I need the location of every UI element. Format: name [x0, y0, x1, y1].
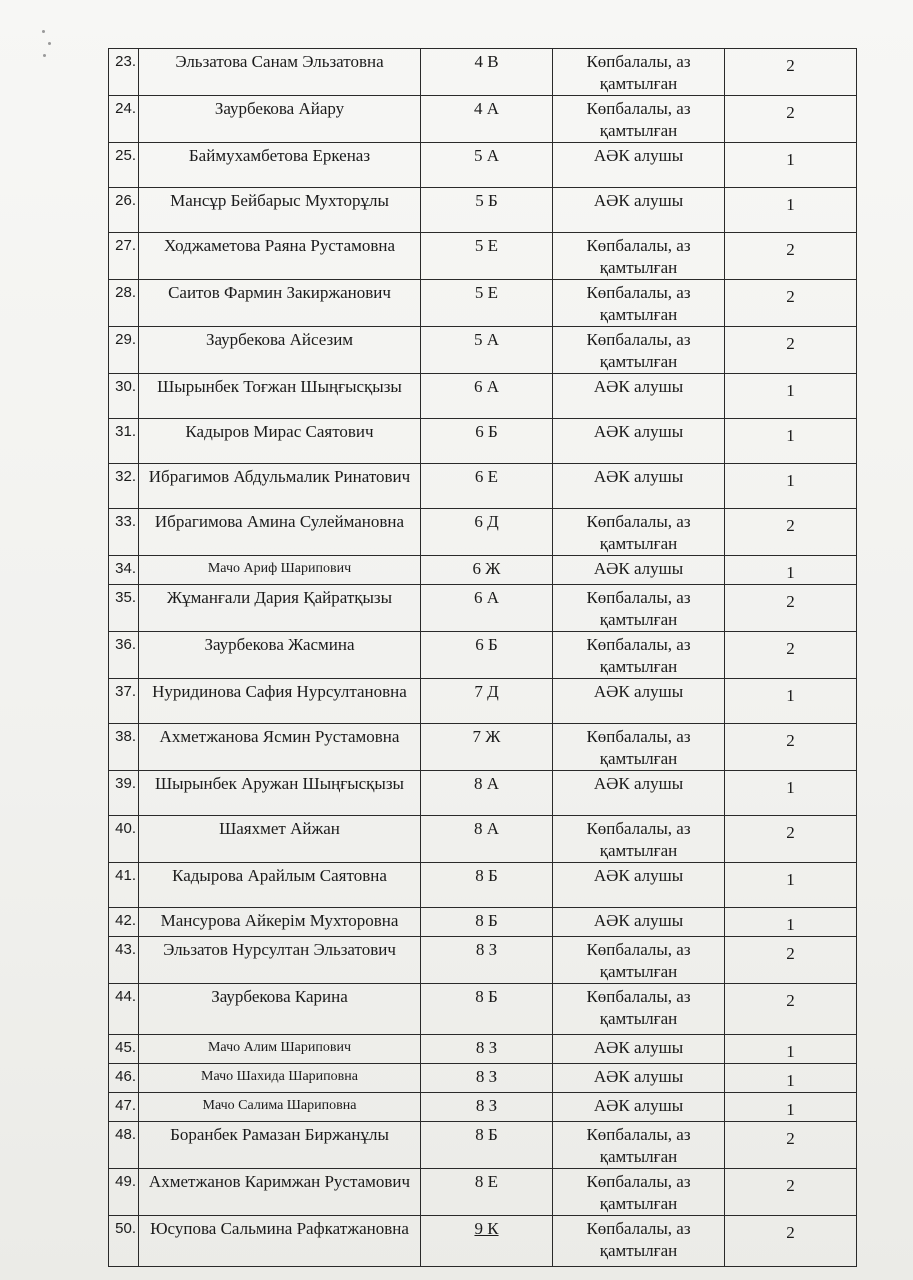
table-row — [109, 509, 857, 556]
row-number: 50. — [109, 1216, 139, 1267]
table-row — [109, 724, 857, 771]
student-name: Кадыров Мирас Саятович — [139, 419, 421, 464]
category-cell: Көпбалалы, аз қамтылған — [553, 1169, 725, 1216]
table-row — [109, 1093, 857, 1122]
table-row — [109, 1169, 857, 1216]
table-row — [109, 679, 857, 724]
table-row — [109, 632, 857, 679]
count-cell: 2 — [725, 632, 857, 679]
class-cell: 8 З — [421, 1093, 553, 1122]
category-cell: АӘК алушы — [553, 556, 725, 585]
student-name: Боранбек Рамазан Биржанұлы — [139, 1122, 421, 1169]
student-name: Мачо Алим Шарипович — [139, 1035, 421, 1064]
class-cell: 4 А — [421, 96, 553, 143]
table-row — [109, 585, 857, 632]
count-cell: 1 — [725, 1093, 857, 1122]
category-cell: АӘК алушы — [553, 679, 725, 724]
category-cell: АӘК алушы — [553, 1035, 725, 1064]
student-name: Эльзатов Нурсултан Эльзатович — [139, 937, 421, 984]
count-cell: 2 — [725, 96, 857, 143]
row-number: 36. — [109, 632, 139, 679]
class-cell: 5 Е — [421, 280, 553, 327]
class-cell: 6 А — [421, 585, 553, 632]
student-name: Заурбекова Айсезим — [139, 327, 421, 374]
student-name: Ходжаметова Раяна Рустамовна — [139, 233, 421, 280]
student-name: Мачо Ариф Шарипович — [139, 556, 421, 585]
row-number: 48. — [109, 1122, 139, 1169]
category-cell: Көпбалалы, аз қамтылған — [553, 816, 725, 863]
student-name: Мансұр Бейбарыс Мухторұлы — [139, 188, 421, 233]
student-name: Шырынбек Тоғжан Шыңғысқызы — [139, 374, 421, 419]
student-name: Шырынбек Аружан Шыңғысқызы — [139, 771, 421, 816]
count-cell: 2 — [725, 280, 857, 327]
count-cell: 1 — [725, 771, 857, 816]
row-number: 23. — [109, 49, 139, 96]
table-row — [109, 188, 857, 233]
count-cell: 1 — [725, 1035, 857, 1064]
row-number: 43. — [109, 937, 139, 984]
table-row — [109, 280, 857, 327]
row-number: 29. — [109, 327, 139, 374]
class-cell: 8 З — [421, 1035, 553, 1064]
row-number: 28. — [109, 280, 139, 327]
count-cell: 2 — [725, 1122, 857, 1169]
class-cell: 4 В — [421, 49, 553, 96]
student-name: Ибрагимова Амина Сулеймановна — [139, 509, 421, 556]
row-number: 30. — [109, 374, 139, 419]
category-cell: Көпбалалы, аз қамтылған — [553, 327, 725, 374]
category-cell: Көпбалалы, аз қамтылған — [553, 509, 725, 556]
students-table — [108, 48, 857, 1267]
paper-specks — [40, 30, 52, 60]
count-cell: 2 — [725, 984, 857, 1035]
table-row — [109, 143, 857, 188]
category-cell: АӘК алушы — [553, 1093, 725, 1122]
student-name: Мачо Салима Шариповна — [139, 1093, 421, 1122]
category-cell: Көпбалалы, аз қамтылған — [553, 937, 725, 984]
category-cell: Көпбалалы, аз қамтылған — [553, 1216, 725, 1267]
table-row — [109, 1122, 857, 1169]
class-cell: 6 Б — [421, 419, 553, 464]
student-name: Юсупова Сальмина Рафкатжановна — [139, 1216, 421, 1267]
class-cell: 9 К — [421, 1216, 553, 1267]
count-cell: 2 — [725, 1169, 857, 1216]
class-cell: 6 Ж — [421, 556, 553, 585]
table-row — [109, 464, 857, 509]
class-cell: 8 Б — [421, 984, 553, 1035]
row-number: 44. — [109, 984, 139, 1035]
class-cell: 8 З — [421, 1064, 553, 1093]
student-name: Кадырова Арайлым Саятовна — [139, 863, 421, 908]
count-cell: 1 — [725, 1064, 857, 1093]
row-number: 32. — [109, 464, 139, 509]
table-row — [109, 96, 857, 143]
table-row — [109, 419, 857, 464]
count-cell: 2 — [725, 937, 857, 984]
student-name: Нуридинова Сафия Нурсултановна — [139, 679, 421, 724]
row-number: 26. — [109, 188, 139, 233]
count-cell: 1 — [725, 679, 857, 724]
row-number: 33. — [109, 509, 139, 556]
row-number: 24. — [109, 96, 139, 143]
student-name: Шаяхмет Айжан — [139, 816, 421, 863]
category-cell: АӘК алушы — [553, 188, 725, 233]
table-row — [109, 1064, 857, 1093]
count-cell: 2 — [725, 509, 857, 556]
count-cell: 1 — [725, 908, 857, 937]
row-number: 45. — [109, 1035, 139, 1064]
class-cell: 8 А — [421, 816, 553, 863]
category-cell: АӘК алушы — [553, 143, 725, 188]
count-cell: 2 — [725, 816, 857, 863]
student-name: Ахметжанова Ясмин Рустамовна — [139, 724, 421, 771]
table-row — [109, 771, 857, 816]
student-name: Саитов Фармин Закиржанович — [139, 280, 421, 327]
student-name: Заурбекова Карина — [139, 984, 421, 1035]
row-number: 47. — [109, 1093, 139, 1122]
class-cell: 6 Д — [421, 509, 553, 556]
category-cell: АӘК алушы — [553, 908, 725, 937]
row-number: 34. — [109, 556, 139, 585]
count-cell: 1 — [725, 419, 857, 464]
count-cell: 1 — [725, 464, 857, 509]
row-number: 42. — [109, 908, 139, 937]
count-cell: 2 — [725, 1216, 857, 1267]
category-cell: АӘК алушы — [553, 464, 725, 509]
count-cell: 1 — [725, 188, 857, 233]
class-cell: 6 А — [421, 374, 553, 419]
category-cell: Көпбалалы, аз қамтылған — [553, 1122, 725, 1169]
class-cell: 8 Е — [421, 1169, 553, 1216]
category-cell: Көпбалалы, аз қамтылған — [553, 984, 725, 1035]
count-cell: 1 — [725, 556, 857, 585]
table-row — [109, 908, 857, 937]
class-cell: 7 Ж — [421, 724, 553, 771]
table-row — [109, 49, 857, 96]
table-row — [109, 937, 857, 984]
student-name: Ахметжанов Каримжан Рустамович — [139, 1169, 421, 1216]
class-cell: 5 Е — [421, 233, 553, 280]
category-cell: АӘК алушы — [553, 419, 725, 464]
class-cell: 8 З — [421, 937, 553, 984]
category-cell: АӘК алушы — [553, 771, 725, 816]
count-cell: 2 — [725, 724, 857, 771]
row-number: 35. — [109, 585, 139, 632]
count-cell: 1 — [725, 863, 857, 908]
count-cell: 2 — [725, 49, 857, 96]
category-cell: Көпбалалы, аз қамтылған — [553, 49, 725, 96]
class-cell: 8 А — [421, 771, 553, 816]
class-cell: 8 Б — [421, 1122, 553, 1169]
student-name: Эльзатова Санам Эльзатовна — [139, 49, 421, 96]
table-row — [109, 374, 857, 419]
student-name: Жұманғали Дария Қайратқызы — [139, 585, 421, 632]
student-name: Мансурова Айкерім Мухторовна — [139, 908, 421, 937]
category-cell: Көпбалалы, аз қамтылған — [553, 585, 725, 632]
class-cell: 5 Б — [421, 188, 553, 233]
table-row — [109, 1216, 857, 1267]
class-cell: 7 Д — [421, 679, 553, 724]
class-cell: 5 А — [421, 143, 553, 188]
student-name: Ибрагимов Абдульмалик Ринатович — [139, 464, 421, 509]
row-number: 31. — [109, 419, 139, 464]
count-cell: 2 — [725, 585, 857, 632]
class-cell: 5 А — [421, 327, 553, 374]
row-number: 25. — [109, 143, 139, 188]
category-cell: Көпбалалы, аз қамтылған — [553, 724, 725, 771]
class-cell: 6 Е — [421, 464, 553, 509]
table-row — [109, 233, 857, 280]
count-cell: 1 — [725, 374, 857, 419]
student-name: Мачо Шахида Шариповна — [139, 1064, 421, 1093]
category-cell: Көпбалалы, аз қамтылған — [553, 233, 725, 280]
row-number: 37. — [109, 679, 139, 724]
row-number: 49. — [109, 1169, 139, 1216]
count-cell: 2 — [725, 233, 857, 280]
student-name: Заурбекова Айару — [139, 96, 421, 143]
table-row — [109, 556, 857, 585]
count-cell: 1 — [725, 143, 857, 188]
class-cell: 6 Б — [421, 632, 553, 679]
class-cell: 8 Б — [421, 908, 553, 937]
row-number: 41. — [109, 863, 139, 908]
row-number: 40. — [109, 816, 139, 863]
category-cell: Көпбалалы, аз қамтылған — [553, 280, 725, 327]
category-cell: АӘК алушы — [553, 863, 725, 908]
category-cell: Көпбалалы, аз қамтылған — [553, 632, 725, 679]
table-row — [109, 816, 857, 863]
category-cell: Көпбалалы, аз қамтылған — [553, 96, 725, 143]
count-cell: 2 — [725, 327, 857, 374]
row-number: 27. — [109, 233, 139, 280]
student-name: Баймухамбетова Еркеназ — [139, 143, 421, 188]
class-cell: 8 Б — [421, 863, 553, 908]
category-cell: АӘК алушы — [553, 374, 725, 419]
category-cell: АӘК алушы — [553, 1064, 725, 1093]
row-number: 38. — [109, 724, 139, 771]
table-row — [109, 1035, 857, 1064]
row-number: 39. — [109, 771, 139, 816]
table-row — [109, 327, 857, 374]
student-name: Заурбекова Жасмина — [139, 632, 421, 679]
table-row — [109, 863, 857, 908]
table-row — [109, 984, 857, 1035]
row-number: 46. — [109, 1064, 139, 1093]
